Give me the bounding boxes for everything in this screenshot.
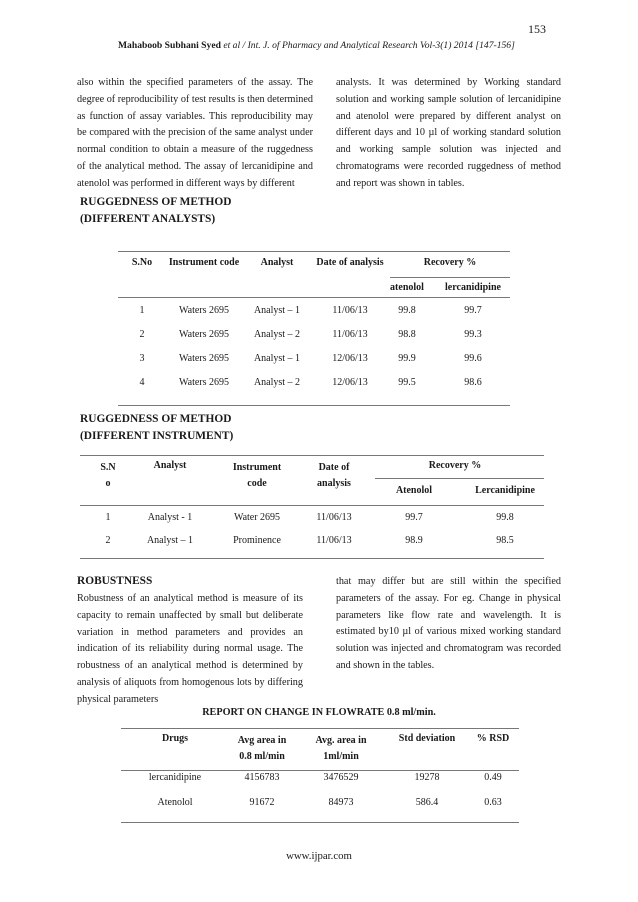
table-rule xyxy=(390,277,510,278)
table-rule xyxy=(80,558,544,559)
table-cell: 586.4 xyxy=(415,797,439,808)
table-cell: Waters 2695 xyxy=(178,329,230,340)
table1-header-sno: S.No xyxy=(131,257,153,268)
table-cell: 4 xyxy=(139,377,145,388)
table-cell: Atenolol xyxy=(157,797,193,808)
table-cell: Analyst – 2 xyxy=(253,377,301,388)
table-cell: 19278 xyxy=(414,772,440,783)
table-cell: 99.7 xyxy=(405,512,423,523)
table-cell: 84973 xyxy=(328,797,354,808)
table-cell: 1 xyxy=(105,512,111,523)
table3-header-rsd: % RSD xyxy=(476,733,510,744)
table3-header-avg2 xyxy=(315,733,366,765)
table1-heading-line2: (DIFFERENT ANALYSTS) xyxy=(80,213,216,225)
table3-header-avg2-line1: Avg. area in xyxy=(315,735,367,746)
table-cell: 2 xyxy=(105,535,111,546)
table-cell: 12/06/13 xyxy=(332,353,368,364)
table2-header-recovery: Recovery % xyxy=(428,460,482,471)
table-cell: Analyst - 1 xyxy=(147,512,193,523)
table-cell: 99.5 xyxy=(398,377,416,388)
table3-header-std: Std deviation xyxy=(398,733,456,744)
table-cell: 3 xyxy=(139,353,145,364)
table-cell: Analyst – 1 xyxy=(253,305,301,316)
table2-subheader-lercanidipine: Lercanidipine xyxy=(475,485,535,496)
table-cell: 98.8 xyxy=(398,329,416,340)
table3-header-drugs: Drugs xyxy=(161,733,189,744)
intro-right-text: analysts. It was determined by Working standard solution and working sample solution of lercanidipine and atenolol were prepared by different analyst on different days and 10 µl of working standard solution and working sample solution was injected and chromatograms were recorded ruggedness of method and report was shown in tables. xyxy=(336,77,561,189)
table-cell: Waters 2695 xyxy=(178,305,230,316)
table1-header-analyst: Analyst xyxy=(260,257,294,268)
table2-heading-line2: (DIFFERENT INSTRUMENT) xyxy=(80,430,234,442)
journal-header xyxy=(118,40,515,51)
table1-header-instrument: Instrument code xyxy=(168,257,240,268)
table-cell: 98.5 xyxy=(496,535,514,546)
intro-left-column xyxy=(77,75,313,193)
table-flowrate-report xyxy=(121,728,519,824)
table-cell: 99.3 xyxy=(464,329,482,340)
journal-authors: Mahaboob Subhani Syed xyxy=(118,40,221,51)
table-cell: 99.7 xyxy=(464,305,482,316)
table-rule xyxy=(375,478,544,479)
table-cell: 12/06/13 xyxy=(332,377,368,388)
table-cell: 4156783 xyxy=(244,772,280,783)
footer-url: www.ijpar.com xyxy=(286,850,352,862)
table2-header-date-line1: Date of xyxy=(318,462,350,473)
table-cell: Analyst – 1 xyxy=(146,535,194,546)
table3-header-avg2-line2: 1ml/min xyxy=(323,751,359,762)
table1-subheader-lercanidipine: lercanidipine xyxy=(445,282,501,293)
table-ruggedness-analysts xyxy=(118,251,510,406)
table-cell: 99.8 xyxy=(398,305,416,316)
table1-header-recovery: Recovery % xyxy=(423,257,477,268)
robustness-left-column xyxy=(77,591,303,709)
table-cell: 99.6 xyxy=(464,353,482,364)
robustness-heading: ROBUSTNESS xyxy=(77,575,153,587)
table-rule xyxy=(118,297,510,298)
table2-header-sno-line2: o xyxy=(105,478,111,489)
table2-header-analyst: Analyst xyxy=(153,460,187,471)
table-cell: Analyst – 1 xyxy=(253,353,301,364)
table3-header-avg1-line2: 0.8 ml/min xyxy=(239,751,285,762)
table1-subheader-atenolol: atenolol xyxy=(390,282,424,293)
table2-heading-line1: RUGGEDNESS OF METHOD xyxy=(80,413,232,425)
table-rule xyxy=(118,405,510,406)
intro-right-column xyxy=(336,75,561,193)
table-cell: 11/06/13 xyxy=(332,329,368,340)
table-cell: 0.63 xyxy=(484,797,502,808)
table-cell: 98.6 xyxy=(464,377,482,388)
table2-subheader-atenolol: Atenolol xyxy=(395,485,433,496)
table2-heading xyxy=(80,411,233,445)
robustness-right-text: that may differ but are still within the specified parameters of the assay. For eg. Change in physical parameters like flow rate and wavelength. It is estimated by10 µl of various mixed working standard solution was injected and chromatogram was recorded and shown in the tables. xyxy=(336,576,561,671)
table-cell: Waters 2695 xyxy=(178,353,230,364)
table-ruggedness-instrument xyxy=(80,455,544,559)
table-cell: Waters 2695 xyxy=(178,377,230,388)
robustness-right-column xyxy=(336,574,561,675)
table2-header-sno-line1: S.N xyxy=(100,462,116,473)
table-cell: 99.9 xyxy=(398,353,416,364)
table3-header-avg1-line1: Avg area in xyxy=(237,735,287,746)
table-cell: 1 xyxy=(139,305,145,316)
table1-heading-line1: RUGGEDNESS OF METHOD xyxy=(80,196,232,208)
intro-left-text: also within the specified parameters of the assay. The degree of reproducibility of test results is then determined as function of assay variables. This reproducibility may be compared with the precision of the same analyst under normal condition to obtain a measure of the ruggedness of the analytical method. The assay of lercanidipine and atenolol was performed in different ways by different xyxy=(77,77,313,189)
table-rule xyxy=(121,728,519,729)
journal-reference: et al / Int. J. of Pharmacy and Analytical Research Vol-3(1) 2014 [147-156] xyxy=(223,40,515,51)
robustness-left-text: Robustness of an analytical method is measure of its capacity to remain unaffected by small but deliberate variation in method parameters and provides an indication of its reliability during normal usage. The robustness of an analytical method is determined by analysis of aliquots from homogenous lots by differing physical parameters xyxy=(77,593,303,705)
table-rule xyxy=(121,822,519,823)
table-cell: 3476529 xyxy=(323,772,359,783)
table-cell: 99.8 xyxy=(496,512,514,523)
table-rule xyxy=(118,251,510,252)
table-cell: Water 2695 xyxy=(233,512,281,523)
table-cell: Prominence xyxy=(233,535,281,546)
table-cell: 11/06/13 xyxy=(332,305,368,316)
table-cell: 11/06/13 xyxy=(316,512,352,523)
table2-header-date xyxy=(317,460,351,492)
page-number: 153 xyxy=(528,22,546,36)
table2-header-instrument xyxy=(233,460,281,492)
table1-header-date: Date of analysis xyxy=(316,257,384,268)
table-cell: 91672 xyxy=(249,797,275,808)
table3-heading: REPORT ON CHANGE IN FLOWRATE 0.8 ml/min. xyxy=(202,707,436,718)
table-rule xyxy=(80,455,544,456)
table-cell: 0.49 xyxy=(484,772,502,783)
table-rule xyxy=(80,505,544,506)
table-cell: 98.9 xyxy=(405,535,423,546)
table-cell: lercanidipine xyxy=(148,772,202,783)
table2-header-sno xyxy=(100,460,115,492)
table2-header-date-line2: analysis xyxy=(317,478,351,489)
table3-header-avg1 xyxy=(238,733,287,765)
table-cell: Analyst – 2 xyxy=(253,329,301,340)
table2-header-instrument-line1: Instrument xyxy=(232,462,282,473)
table1-heading xyxy=(80,194,231,228)
table-cell: 2 xyxy=(139,329,145,340)
table-cell: 11/06/13 xyxy=(316,535,352,546)
table2-header-instrument-line2: code xyxy=(247,478,267,489)
table-rule xyxy=(121,770,519,771)
